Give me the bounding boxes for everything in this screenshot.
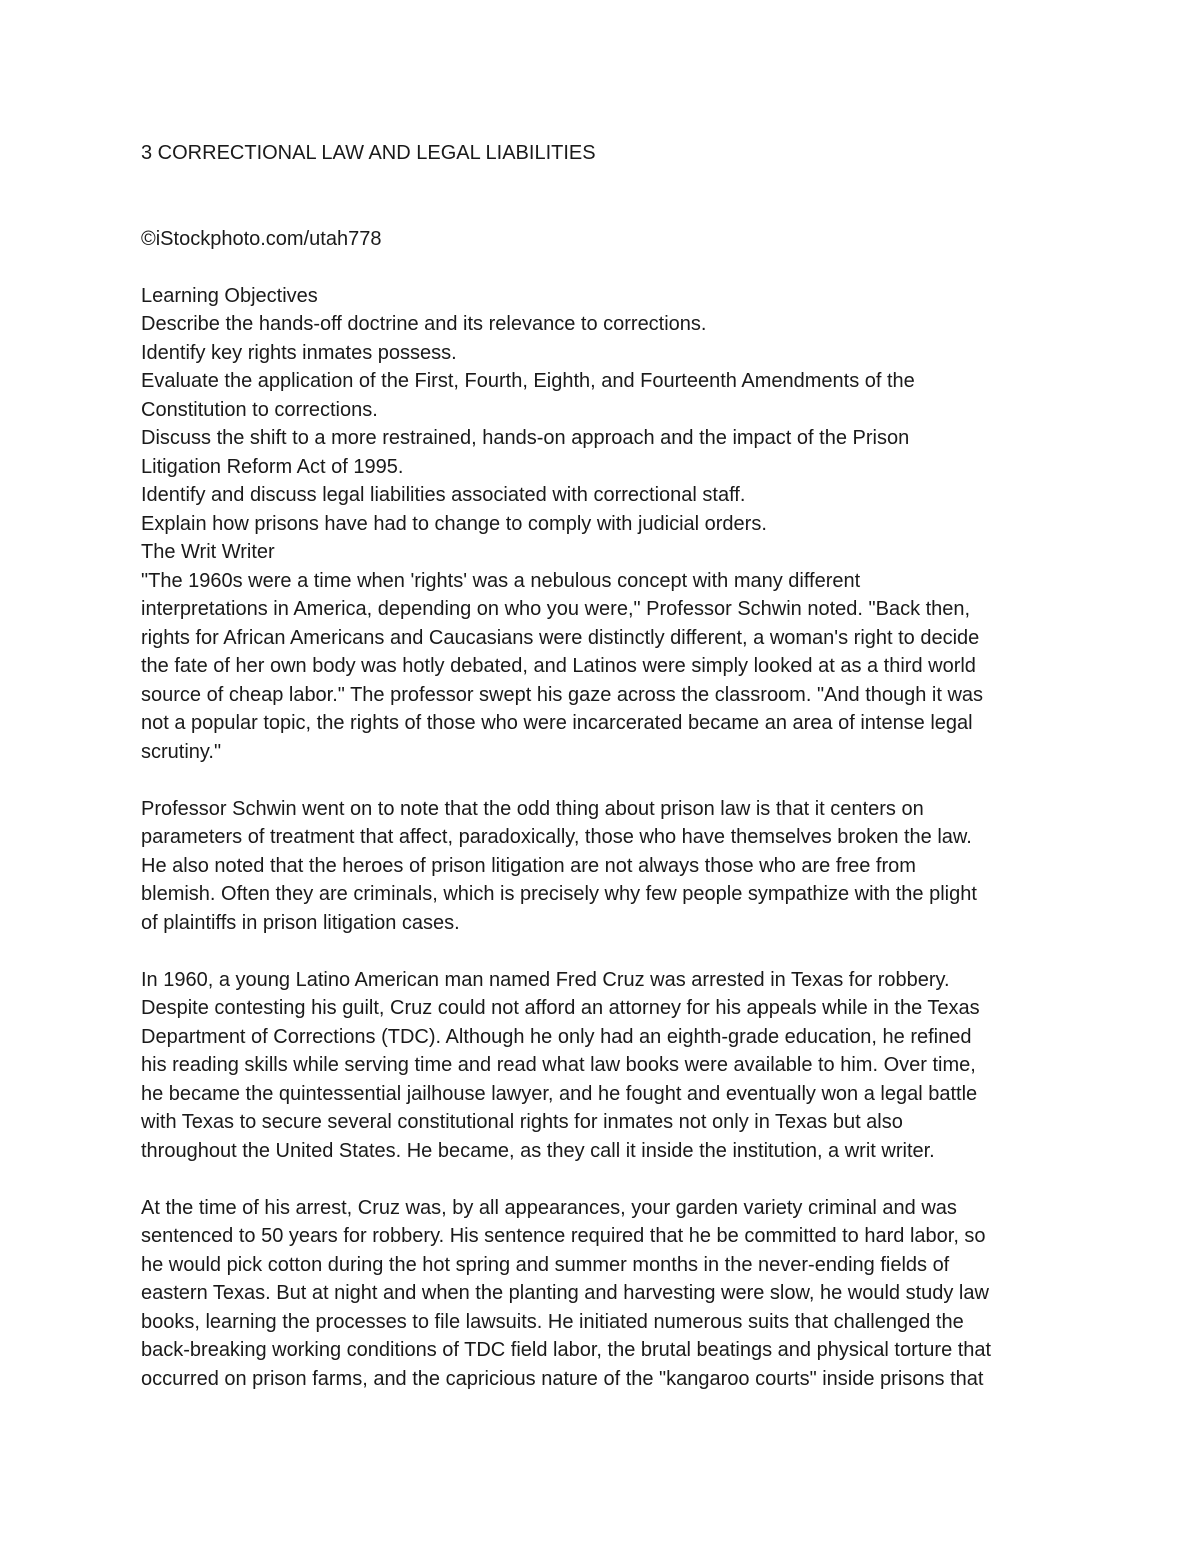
paragraph-line: eastern Texas. But at night and when the planting and harvesting were slow, he would study law xyxy=(141,1282,989,1304)
objective-line: Evaluate the application of the First, Fourth, Eighth, and Fourteenth Amendments of the xyxy=(141,370,915,392)
objective-line: Identify and discuss legal liabilities associated with correctional staff. xyxy=(141,484,746,506)
paragraph-line: At the time of his arrest, Cruz was, by all appearances, your garden variety criminal and was xyxy=(141,1196,957,1219)
paragraph-line: sentenced to 50 years for robbery. His sentence required that he be committed to hard labor, so xyxy=(141,1225,986,1247)
objective-line: Describe the hands-off doctrine and its relevance to corrections. xyxy=(141,313,707,335)
spacer xyxy=(141,766,1066,795)
objective-line: Explain how prisons have had to change to comply with judicial orders. xyxy=(141,512,767,535)
paragraph-line: not a popular topic, the rights of those who were incarcerated became an area of intense legal xyxy=(141,712,973,734)
objective-line: Litigation Reform Act of 1995. xyxy=(141,455,404,478)
paragraph-line: throughout the United States. He became, as they call it inside the institution, a writ writer. xyxy=(141,1139,935,1162)
paragraph-line: he would pick cotton during the hot spring and summer months in the never-ending fields of xyxy=(141,1253,950,1276)
paragraph-line: blemish. Often they are criminals, which is precisely why few people sympathize with the plight xyxy=(141,883,977,905)
paragraph-line: he became the quintessential jailhouse lawyer, and he fought and eventually won a legal battle xyxy=(141,1082,978,1105)
document-body xyxy=(141,139,1066,1393)
paragraph-line: of plaintiffs in prison litigation cases. xyxy=(141,911,460,934)
paragraph-line: interpretations in America, depending on who you were," Professor Schwin noted. "Back then, xyxy=(141,598,971,620)
paragraph-line: occurred on prison farms, and the capricious nature of the "kangaroo courts" inside prisons that xyxy=(141,1367,984,1390)
objectives-heading: Learning Objectives xyxy=(141,284,318,307)
paragraph xyxy=(141,966,1066,1166)
paragraph-line: In 1960, a young Latino American man named Fred Cruz was arrested in Texas for robbery. xyxy=(141,968,950,991)
objective-line: Identify key rights inmates possess. xyxy=(141,341,457,364)
paragraph-line: Professor Schwin went on to note that the odd thing about prison law is that it centers on xyxy=(141,797,924,820)
spacer xyxy=(141,253,1066,282)
paragraph-line: He also noted that the heroes of prison litigation are not always those who are free from xyxy=(141,854,916,877)
chapter-title: 3 CORRECTIONAL LAW AND LEGAL LIABILITIES xyxy=(141,142,596,164)
paragraph xyxy=(141,567,1066,767)
paragraph-line: his reading skills while serving time and read what law books were available to him. Over time, xyxy=(141,1054,976,1076)
section-heading: The Writ Writer xyxy=(141,541,275,563)
objective-line: Constitution to corrections. xyxy=(141,398,378,421)
paragraph-line: source of cheap labor." The professor swept his gaze across the classroom. "And though it was xyxy=(141,683,984,706)
paragraph-line: rights for African Americans and Caucasians were distinctly different, a woman's right to decide xyxy=(141,626,980,649)
paragraph-line: back-breaking working conditions of TDC field labor, the brutal beatings and physical torture that xyxy=(141,1339,992,1361)
paragraph xyxy=(141,795,1066,938)
objective-line: Discuss the shift to a more restrained, hands-on approach and the impact of the Prison xyxy=(141,427,910,449)
paragraph-line: Department of Corrections (TDC). Although he only had an eighth-grade education, he refined xyxy=(141,1025,972,1048)
paragraph-line: the fate of her own body was hotly debated, and Latinos were simply looked at as a third world xyxy=(141,655,976,677)
paragraph-line: books, learning the processes to file lawsuits. He initiated numerous suits that challenged the xyxy=(141,1310,964,1333)
paragraph-line: Despite contesting his guilt, Cruz could not afford an attorney for his appeals while in the Texas xyxy=(141,997,980,1019)
paragraph-line: "The 1960s were a time when 'rights' was a nebulous concept with many different xyxy=(141,569,861,592)
spacer xyxy=(141,937,1066,966)
image-credit: ©iStockphoto.com/utah778 xyxy=(141,227,382,250)
paragraph-line: with Texas to secure several constitutional rights for inmates not only in Texas but also xyxy=(141,1111,903,1133)
paragraph-line: scrutiny." xyxy=(141,740,222,763)
paragraph-line: parameters of treatment that affect, paradoxically, those who have themselves broken the law. xyxy=(141,826,972,848)
paragraph xyxy=(141,1194,1066,1394)
spacer xyxy=(141,168,1066,225)
learning-objectives xyxy=(141,282,1066,539)
spacer xyxy=(141,1165,1066,1194)
